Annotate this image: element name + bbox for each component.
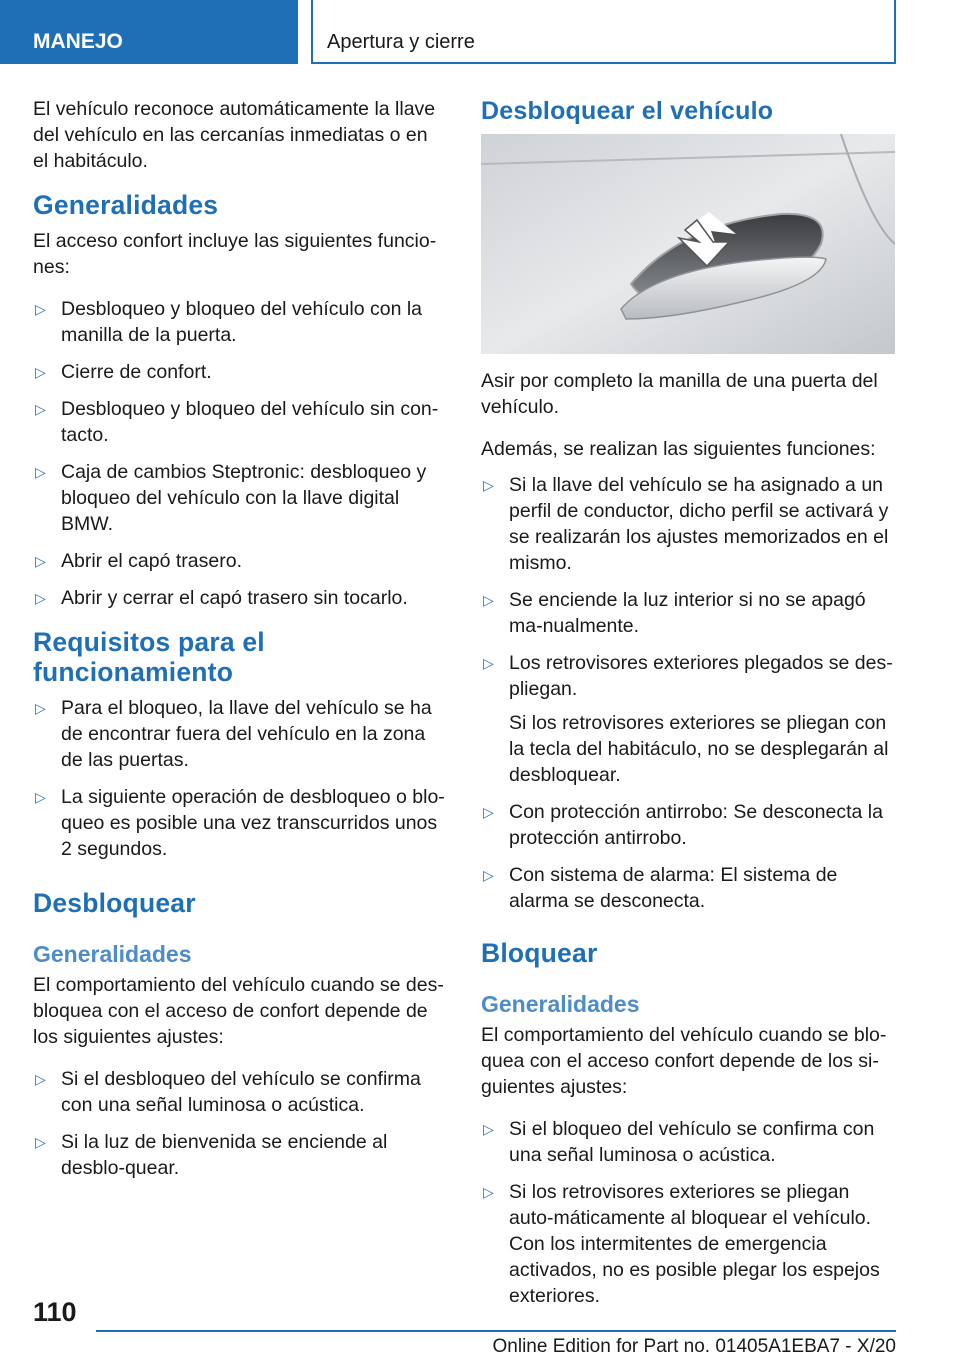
list-item: ▷ Con sistema de alarma: El sistema de alarma se desconecta. <box>483 864 838 912</box>
left-column <box>33 96 446 1197</box>
generalidades-list <box>33 296 446 611</box>
triangle-bullet-icon: ▷ <box>483 655 494 671</box>
triangle-bullet-icon: ▷ <box>35 590 46 606</box>
heading-desbloquear: Desbloquear <box>33 888 196 918</box>
triangle-bullet-icon: ▷ <box>483 804 494 820</box>
bloquear-text: El comportamiento del vehículo cuando se blo-quea con el acceso confort depende de los si-guientes ajustes: <box>481 1024 887 1098</box>
triangle-bullet-icon: ▷ <box>483 477 494 493</box>
list-item: ▷ Si el bloqueo del vehículo se confirma con una señal luminosa o acústica. <box>483 1118 875 1166</box>
list-item: ▷ Si la llave del vehículo se ha asignado a un perfil de conductor, dicho perfil se activará y se realizarán los ajustes memorizados en el mismo. <box>483 474 889 574</box>
triangle-bullet-icon: ▷ <box>35 464 46 480</box>
list-item: ▷ Cierre de confort. <box>35 361 212 383</box>
requisitos-list <box>33 695 446 862</box>
generalidades-text: El acceso confort incluye las siguientes funcio-nes: <box>33 230 437 278</box>
footer-divider <box>96 1330 896 1332</box>
list-item: ▷ La siguiente operación de desbloqueo o blo-queo es posible una vez transcurridos unos 2 segundos. <box>35 786 445 860</box>
list-item: ▷ Los retrovisores exteriores plegados se des-pliegan. Si los retrovisores exteriores se pliegan con la tecla del habitáculo, no se desplegarán al desbloquear. <box>481 650 895 788</box>
section-title: Apertura y cierre <box>327 31 475 53</box>
triangle-bullet-icon: ▷ <box>35 364 46 380</box>
triangle-bullet-icon: ▷ <box>35 700 46 716</box>
list-item: ▷ Abrir y cerrar el capó trasero sin tocarlo. <box>35 587 408 609</box>
chapter-tab <box>0 0 298 64</box>
desbloquear-list <box>33 1066 446 1181</box>
bloquear-list <box>481 1116 895 1309</box>
list-item: ▷ Si la luz de bienvenida se enciende al desblo-quear. <box>35 1131 388 1179</box>
subheading-generalidades: Generalidades <box>33 941 192 967</box>
triangle-bullet-icon: ▷ <box>35 401 46 417</box>
list-item-note: Si los retrovisores exteriores se pliegan con la tecla del habitáculo, no se desplegarán al desbloquear. <box>509 712 889 786</box>
right-column <box>481 96 895 1325</box>
list-item: ▷ Si los retrovisores exteriores se pliegan auto-máticamente al bloquear el vehículo. Con los intermitentes de emergencia activados, no es posible plegar los espejos exteriores. <box>483 1181 880 1307</box>
desbloquear-text: El comportamiento del vehículo cuando se des-bloquea con el acceso de confort depende de los siguientes ajustes: <box>33 974 444 1048</box>
triangle-bullet-icon: ▷ <box>483 592 494 608</box>
heading-requisitos: Requisitos para el funcionamiento <box>33 627 265 687</box>
section-title-box <box>311 0 896 64</box>
triangle-bullet-icon: ▷ <box>483 1184 494 1200</box>
triangle-bullet-icon: ▷ <box>35 553 46 569</box>
list-item: ▷ Para el bloqueo, la llave del vehículo se ha de encontrar fuera del vehículo en la zona de las puertas. <box>35 697 432 771</box>
page-number: 110 <box>33 1297 77 1327</box>
list-item: ▷ Abrir el capó trasero. <box>35 550 242 572</box>
heading-generalidades: Generalidades <box>33 190 219 220</box>
heading-desbloquear-vehiculo: Desbloquear el vehículo <box>481 97 774 125</box>
heading-bloquear: Bloquear <box>481 938 598 968</box>
door-handle-photo <box>481 134 895 354</box>
edition-note: Online Edition for Part no. 01405A1EBA7 - X/20 <box>492 1336 896 1357</box>
list-item: ▷ Con protección antirrobo: Se desconecta la protección antirrobo. <box>483 801 883 849</box>
triangle-bullet-icon: ▷ <box>483 1121 494 1137</box>
triangle-bullet-icon: ▷ <box>483 867 494 883</box>
triangle-bullet-icon: ▷ <box>35 1134 46 1150</box>
triangle-bullet-icon: ▷ <box>35 789 46 805</box>
desbloquear-vehiculo-list <box>481 472 895 914</box>
list-item: ▷ Caja de cambios Steptronic: desbloqueo y bloqueo del vehículo con la llave digital BMW. <box>35 461 427 535</box>
list-item: ▷ Desbloqueo y bloqueo del vehículo sin con-tacto. <box>35 398 439 446</box>
desbloquear-vehiculo-text2: Además, se realizan las siguientes funciones: <box>481 438 876 460</box>
list-item: ▷ Desbloqueo y bloqueo del vehículo con la manilla de la puerta. <box>35 298 423 346</box>
intro-paragraph: El vehículo reconoce automáticamente la llave del vehículo en las cercanías inmediatas o en el habitáculo. <box>33 98 436 172</box>
triangle-bullet-icon: ▷ <box>35 301 46 317</box>
list-item: ▷ Se enciende la luz interior si no se apagó ma-nualmente. <box>483 589 866 637</box>
desbloquear-vehiculo-text1: Asir por completo la manilla de una puerta del vehículo. <box>481 370 878 418</box>
triangle-bullet-icon: ▷ <box>35 1071 46 1087</box>
chapter-label: MANEJO <box>33 30 123 53</box>
subheading-generalidades-bloquear: Generalidades <box>481 991 640 1017</box>
list-item: ▷ Si el desbloqueo del vehículo se confirma con una señal luminosa o acústica. <box>35 1068 421 1116</box>
